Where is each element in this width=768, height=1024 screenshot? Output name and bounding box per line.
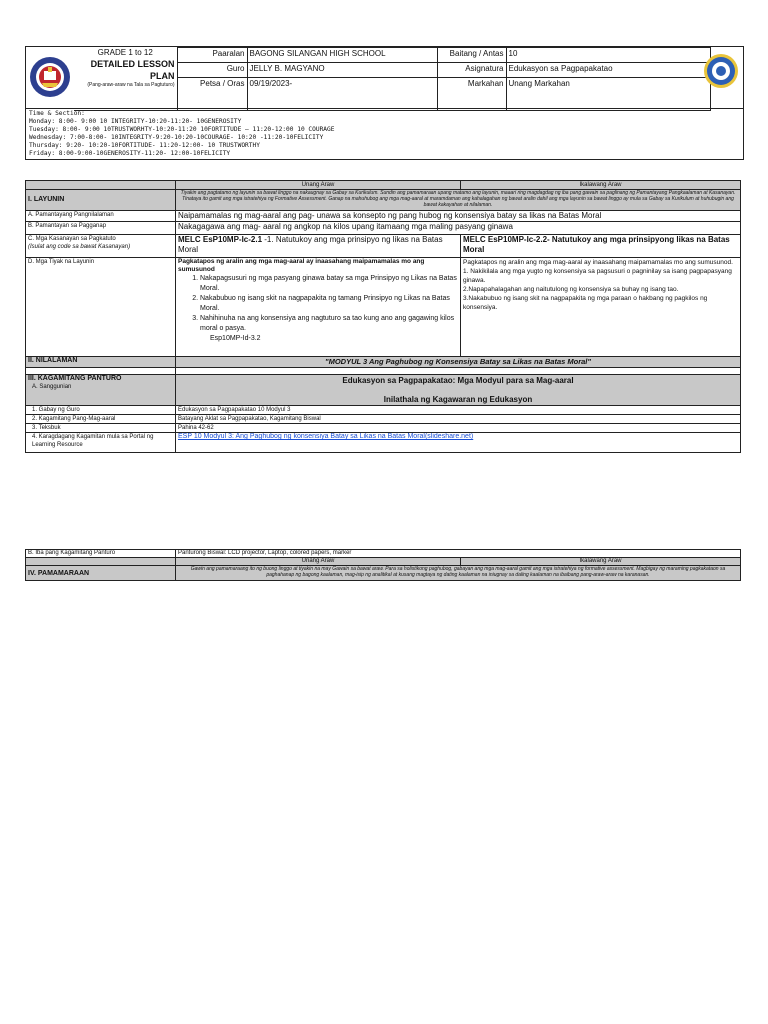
performance-standard-value: Nakagagawa ang mag- aaral ng angkop na kilos upang itamaang mga maling pasyang ginawa	[176, 222, 741, 235]
date-value: 09/19/2023-	[247, 78, 437, 111]
lesson-plan-table	[25, 180, 741, 453]
subject-value: Edukasyon sa Pagpapakatao	[506, 63, 710, 78]
nilalaman-label: II. NILALAMAN	[26, 357, 176, 368]
grade-label: GRADE 1 to 12	[97, 47, 153, 57]
nilalaman-value: "MODYUL 3 Ang Paghubog ng Konsensiya Batay sa Likas na Batas Moral"	[176, 357, 741, 368]
dlp-title: DETAILED LESSON PLAN	[90, 58, 175, 81]
lr-portal-link[interactable]: ESP 10 Modyul 3: Ang Paghubog ng konsensiya Batay sa Likas na Batas Moral(slideshare.net)	[178, 433, 474, 440]
content-standard-value: Naipamamalas ng mag-aaral ang pag- unawa sa konsepto ng pang hubog ng konsensiya batay sa likas na Batas Moral	[176, 211, 741, 222]
pamamaraan-note: Gawin ang pamamaraang ito ng buong linggo at tiyakin na may Gawain sa bawat araw. Para sa holistikong paghubog, gabayan ang mga mag-aaral gamit ang mga istratehiya ng formative assessment. Magbigay ng maraming pagkakataon sa paghahanap ng bagong kaalaman, mag-isip ng analitikal at kusang magtaya ng dating kaalaman na iniugnay sa daling kaalaman na ibaibang pang-araw-araw na karanasan.	[176, 566, 741, 581]
other-materials-label: B. Iba pang Kagamitang Panturo	[26, 550, 176, 558]
layunin-note: Tiyakin ang pagtatamo ng layunin sa bawat linggo na nakaugnay sa Gabay sa Kurikulum. Sundin ang pamamaraan upang matamo ang layunin, maaari ring magdagdag ng iba pang gawain sa paglinang ng Pamantayang Pangkaalaman at Kasanayan. Tinataya ito gamit ang mga istratehiya ng Formative Assessment. Ganap na mahuhubog ang mga mag-aaral at maramdaman ang kahalagahan ng bawat aralin dahil ang mga layunin sa bawat linggo ay mula sa Gabay sa Kurikulum at huhubugin ang bawat kakayahan at nilalaman.	[176, 190, 741, 211]
day2-header: Ikalawang Araw	[461, 181, 741, 190]
time-tuesday: Tuesday: 8:00- 9:00 10TRUSTWORHTY-10:20-11:20 10FORTITUDE – 11:20-12:00 10 COURAGE	[29, 126, 335, 133]
school-seal-icon	[703, 53, 739, 89]
subject-label: Asignatura	[437, 63, 506, 78]
melc-text-day1: -1. Natutukoy ang mga prinsipyo ng likas na Batas Moral	[178, 235, 443, 254]
objective-day1-2: 2. Nakabubuo ng isang skit na nagpapakita ng tamang Prinsipyo ng Likas na Batas Moral.	[200, 294, 458, 314]
melc-code-day1: MELC EsP10MP-Ic-2.1	[178, 235, 263, 244]
time-monday: Monday: 8:00- 9:00 10 INTEGRITY-10:20-11:20- 10GENEROSITY	[29, 118, 242, 125]
learner-material-value: Batayang Aklat sa Pagpapakatao, Kagamitang Biswal	[176, 415, 741, 424]
time-wednesday: Wednesday: 7:00-8:00- 10INTEGRITY-9:20-10:20-10COURAGE- 10:20 -11:20-10FELICITY	[29, 134, 324, 141]
teacher-guide-label: 1. Gabay ng Guro	[26, 406, 176, 415]
proc-day1-header: Unang Araw	[176, 558, 461, 566]
layunin-label: I. LAYUNIN	[26, 190, 176, 211]
specific-objectives-day2	[461, 258, 741, 357]
quarter-label: Markahan	[437, 78, 506, 111]
dlp-subtitle: (Pang-araw-araw na Tala sa Pagtuturo)	[87, 81, 175, 88]
teacher-label: Guro	[177, 63, 247, 78]
textbook-value: Pahina 42-62	[176, 424, 741, 433]
pamamaraan-label: IV. PAMAMARAAN	[26, 566, 176, 581]
objective-day2-2: 2.Napapahalagahan ang naitutulong ng konsensiya sa buhay ng isang tao.	[463, 286, 679, 293]
grade-level-label: Baitang / Antas	[437, 48, 506, 63]
kagamitan-label: III. KAGAMITANG PANTURO	[28, 375, 122, 382]
header-block	[25, 46, 744, 160]
competency-label: C. Mga Kasanayan sa Pagkatuto	[28, 236, 116, 242]
time-friday: Friday: 8:00-9:00-10GENEROSITY-11:20- 12:00-10FELICITY	[29, 150, 231, 157]
school-value: BAGONG SILANGAN HIGH SCHOOL	[247, 48, 437, 63]
objectives-day1-intro: Pagkatapos ng aralin ang mga mag-aaral ay inaasahang maipamamalas mo ang sumusunod	[178, 258, 425, 273]
performance-standard-label: B. Pamantayan sa Pagganap	[26, 222, 176, 235]
objectives-day2-intro: Pagkatapos ng aralin ang mga mag-aaral ay inaasahang maipamamalas mo ang sumusunod.	[463, 259, 733, 266]
time-section-title: Time & Section:	[29, 110, 85, 117]
objective-day1-3: 3. Nahihinuha na ang konsensiya ang nagtuturo sa tao kung ano ang gagawing kilos moral o pasya.	[200, 314, 458, 334]
header-grid	[74, 47, 711, 111]
competency-day1	[176, 235, 461, 258]
textbook-label: 3. Teksbuk	[26, 424, 176, 433]
competency-cell	[26, 235, 176, 258]
day1-header: Unang Araw	[176, 181, 461, 190]
specific-objectives-day1	[176, 258, 461, 357]
objectives-day1-code: Esp10MP-Id-3.2	[210, 335, 261, 342]
teacher-value: JELLY B. MAGYANO	[247, 63, 437, 78]
other-materials-value: Panturong Biswal: LCD projector, Laptop, colored papers, marker	[176, 550, 741, 558]
melc-day2: MELC EsP10MP-Ic-2.2- Natutukoy ang mga prinsipyong likas na Batas Moral	[461, 235, 741, 258]
kagamitan-line2: Inilathala ng Kagawaran ng Edukasyon	[383, 395, 533, 404]
proc-day2-header: Ikalawang Araw	[461, 558, 741, 566]
competency-sublabel: (Isulat ang code sa bawat Kasanayan)	[28, 244, 131, 250]
lr-portal-label: 4. Karagdagang Kagamitan mula sa Portal ng Learning Resource	[26, 433, 176, 453]
kagamitan-cell	[26, 375, 176, 406]
procedure-table	[25, 549, 741, 581]
time-and-section	[26, 108, 743, 159]
lr-portal-cell	[176, 433, 741, 453]
school-label: Paaralan	[177, 48, 247, 63]
time-thursday: Thursday: 9:20- 10:20-10FORTITUDE- 11:20-12:00- 10 TRUSTWORTHY	[29, 142, 260, 149]
grade-title-cell	[74, 48, 177, 111]
grade-level-value: 10	[506, 48, 710, 63]
date-label: Petsa / Oras	[177, 78, 247, 111]
objective-day2-1: 1. Nakikilala ang mga yugto ng konsensiya sa pagsusuri o pagninilay sa isang pagpapasyang ginawa.	[463, 268, 732, 284]
objective-day1-1: 1. Nakapagsusuri ng mga pasyang ginawa batay sa mga Prinsipyo ng Likas na Batas Moral.	[200, 274, 458, 294]
deped-seal-icon	[28, 55, 72, 99]
content-standard-label: A. Pamantayang Pangnilalaman	[26, 211, 176, 222]
learner-material-label: 2. Kagamitang Pang-Mag-aaral	[26, 415, 176, 424]
specific-objectives-label: D. Mga Tiyak na Layunin	[26, 258, 176, 357]
teacher-guide-value: Edukasyon sa Pagpapakatao 10 Modyul 3	[176, 406, 741, 415]
objectives-day1-list	[178, 274, 458, 334]
kagamitan-value	[176, 375, 741, 406]
kagamitan-line1: Edukasyon sa Pagpapakatao: Mga Modyul para sa Mag-aaral	[342, 376, 574, 385]
objective-day2-3: 3.Nakabubuo ng isang skit na nagpapakita ng mga paraan o hakbang ng pagkilos ng konsensiya.	[463, 295, 708, 311]
sanggunian-label: A. Sanggunian	[32, 384, 72, 390]
quarter-value: Unang Markahan	[506, 78, 710, 111]
